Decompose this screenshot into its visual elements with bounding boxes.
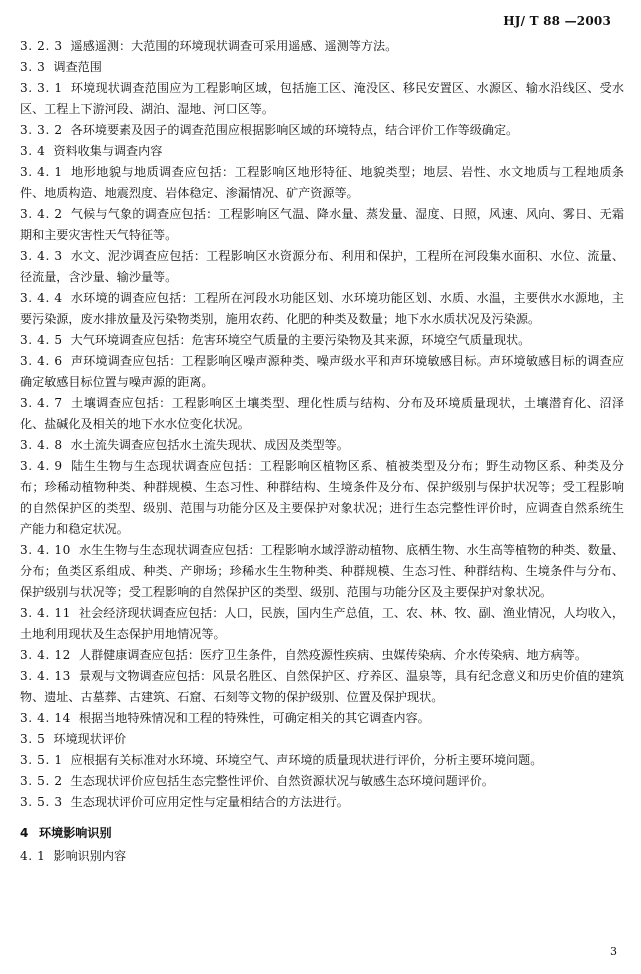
clause-text: 环境现状调查范围应为工程影响区域，包括施工区、淹没区、移民安置区、水源区、输水沿线区、受水区、工程上下游河段、湖泊、湿地、河口区等。 (20, 81, 624, 116)
clause-text: 调查范围 (53, 60, 102, 74)
clause-number: 3. 4. 5 (20, 333, 63, 347)
clause-text: 环境现状评价 (53, 732, 127, 746)
clause-number: 3. 4. 3 (20, 249, 63, 263)
paragraph-list (20, 36, 624, 813)
clause-text: 土壤调查应包括：工程影响区土壤类型、理化性质与结构、分布及环境质量现状，土壤潜育化、沼泽化、盐碱化及相关的地下水水位变化状况。 (20, 396, 624, 431)
clause-text: 社会经济现状调查应包括：人口，民族，国内生产总值，工、农、林、牧、副、渔业情况，人均收入，土地利用现状及生态保护用地情况等。 (20, 606, 624, 641)
clause-number: 3. 4. 9 (20, 459, 63, 473)
clause-text: 生态现状评价可应用定性与定量相结合的方法进行。 (70, 795, 349, 809)
paragraph (20, 120, 624, 141)
paragraph (20, 393, 624, 435)
paragraph (20, 708, 624, 729)
clause-number: 3. 5. 1 (20, 753, 63, 767)
paragraph (20, 330, 624, 351)
paragraph (20, 162, 624, 204)
clause-text: 遥感遥测：大范围的环境现状调查可采用遥感、遥测等方法。 (70, 39, 398, 53)
clause-text: 水生生物与生态现状调查应包括：工程影响水域浮游动植物、底栖生物、水生高等植物的种类、数量、分布；鱼类区系组成、种类、产卵场；珍稀水生生物种类、种群规模、生态习性、种群结构、生境条件与分布、保护级别与状况等；受工程影响的自然保护区的类型、级别、范围与功能分区及主要保护对象状况。 (20, 543, 624, 599)
clause-number: 3. 4. 1 (20, 165, 63, 179)
clause-number: 3. 3 (20, 60, 46, 74)
clause-number: 4. 1 (20, 849, 46, 863)
clause-number: 3. 4. 2 (20, 207, 63, 221)
document-body (20, 36, 624, 867)
paragraph (20, 603, 624, 645)
section-number: 4 (20, 826, 30, 840)
clause-number: 3. 4. 12 (20, 648, 71, 662)
paragraph (20, 204, 624, 246)
clause-text: 应根据有关标准对水环境、环境空气、声环境的质量现状进行评价，分析主要环境问题。 (70, 753, 543, 767)
clause-number: 3. 5. 3 (20, 795, 63, 809)
paragraph (20, 57, 624, 78)
paragraph (20, 645, 624, 666)
paragraph (20, 351, 624, 393)
page-number: 3 (610, 945, 617, 958)
section-heading (20, 823, 624, 844)
clause-text: 影响识别内容 (53, 849, 127, 863)
clause-number: 3. 4. 6 (20, 354, 63, 368)
paragraph (20, 141, 624, 162)
clause-text: 景观与文物调查应包括：风景名胜区、自然保护区、疗养区、温泉等，具有纪念意义和历史价值的建筑物、遗址、古墓葬、古建筑、石窟、石刻等文物的保护级别、位置及保护现状。 (20, 669, 624, 704)
clause-number: 3. 4. 8 (20, 438, 63, 452)
clause-text: 地形地貌与地质调查应包括：工程影响区地形特征、地貌类型；地层、岩性、水文地质与工程地质条件、地质构造、地震烈度、岩体稳定、渗漏情况、矿产资源等。 (20, 165, 624, 200)
clause-text: 大气环境调查应包括：危害环境空气质量的主要污染物及其来源，环境空气质量现状。 (70, 333, 531, 347)
clause-number: 3. 4. 11 (20, 606, 71, 620)
clause-text: 资料收集与调查内容 (53, 144, 163, 158)
clause-text: 气候与气象的调查应包括：工程影响区气温、降水量、蒸发量、湿度、日照，风速、风向、雾日、无霜期和主要灾害性天气特征等。 (20, 207, 624, 242)
clause-text: 各环境要素及因子的调查范围应根据影响区域的环境特点，结合评价工作等级确定。 (70, 123, 519, 137)
clause-text: 声环境调查应包括：工程影响区噪声源种类、噪声级水平和声环境敏感目标。声环境敏感目标的调查应确定敏感目标位置与噪声源的距离。 (20, 354, 624, 389)
standard-code-header: HJ/ T 88 —2003 (503, 14, 611, 28)
clause-number: 3. 4. 14 (20, 711, 71, 725)
clause-number: 3. 2. 3 (20, 39, 63, 53)
clause-number: 3. 4. 7 (20, 396, 63, 410)
clause-text: 水环境的调查应包括：工程所在河段水功能区划、水环境功能区划、水质、水温，主要供水水源地，主要污染源，废水排放量及污染物类别，施用农药、化肥的种类及数量；地下水水质状况及污染源。 (20, 291, 624, 326)
clause-number: 3. 3. 2 (20, 123, 63, 137)
clause-number: 3. 4. 13 (20, 669, 71, 683)
paragraph (20, 729, 624, 750)
clause-number: 3. 5. 2 (20, 774, 63, 788)
clause-text: 陆生生物与生态现状调查应包括：工程影响区植物区系、植被类型及分布；野生动物区系、种类及分布；珍稀动植物种类、种群规模、生态习性、种群结构、生境条件及分布、保护级别与保护状况等；受工程影响的自然保护区的类型、级别、范围与功能分区及主要保护对象状况；进行生态完整性评价时，应调查自然系统生产能力和稳定状况。 (20, 459, 624, 536)
clause-number: 3. 4. 10 (20, 543, 71, 557)
paragraph (20, 771, 624, 792)
paragraph (20, 666, 624, 708)
clause-text: 生态现状评价应包括生态完整性评价、自然资源状况与敏感生态环境问题评价。 (70, 774, 494, 788)
paragraph (20, 36, 624, 57)
paragraph (20, 246, 624, 288)
clause-text: 根据当地特殊情况和工程的特殊性，可确定相关的其它调查内容。 (78, 711, 430, 725)
section-title: 环境影响识别 (39, 826, 112, 840)
paragraph (20, 456, 624, 540)
clause-number: 3. 4. 4 (20, 291, 63, 305)
clause-text: 人群健康调查应包括：医疗卫生条件，自然疫源性疾病、虫媒传染病、介水传染病、地方病等。 (78, 648, 587, 662)
paragraph (20, 435, 624, 456)
clause-number: 3. 4 (20, 144, 46, 158)
clause-text: 水文、泥沙调查应包括：工程影响区水资源分布、利用和保护，工程所在河段集水面积、水位、流量、径流量，含沙量、输沙量等。 (20, 249, 624, 284)
clause-number: 3. 3. 1 (20, 81, 63, 95)
clause-number: 3. 5 (20, 732, 46, 746)
paragraph (20, 288, 624, 330)
paragraph (20, 540, 624, 603)
paragraph (20, 78, 624, 120)
paragraph (20, 846, 624, 867)
paragraph (20, 792, 624, 813)
paragraph (20, 750, 624, 771)
clause-text: 水土流失调查应包括水土流失现状、成因及类型等。 (70, 438, 349, 452)
